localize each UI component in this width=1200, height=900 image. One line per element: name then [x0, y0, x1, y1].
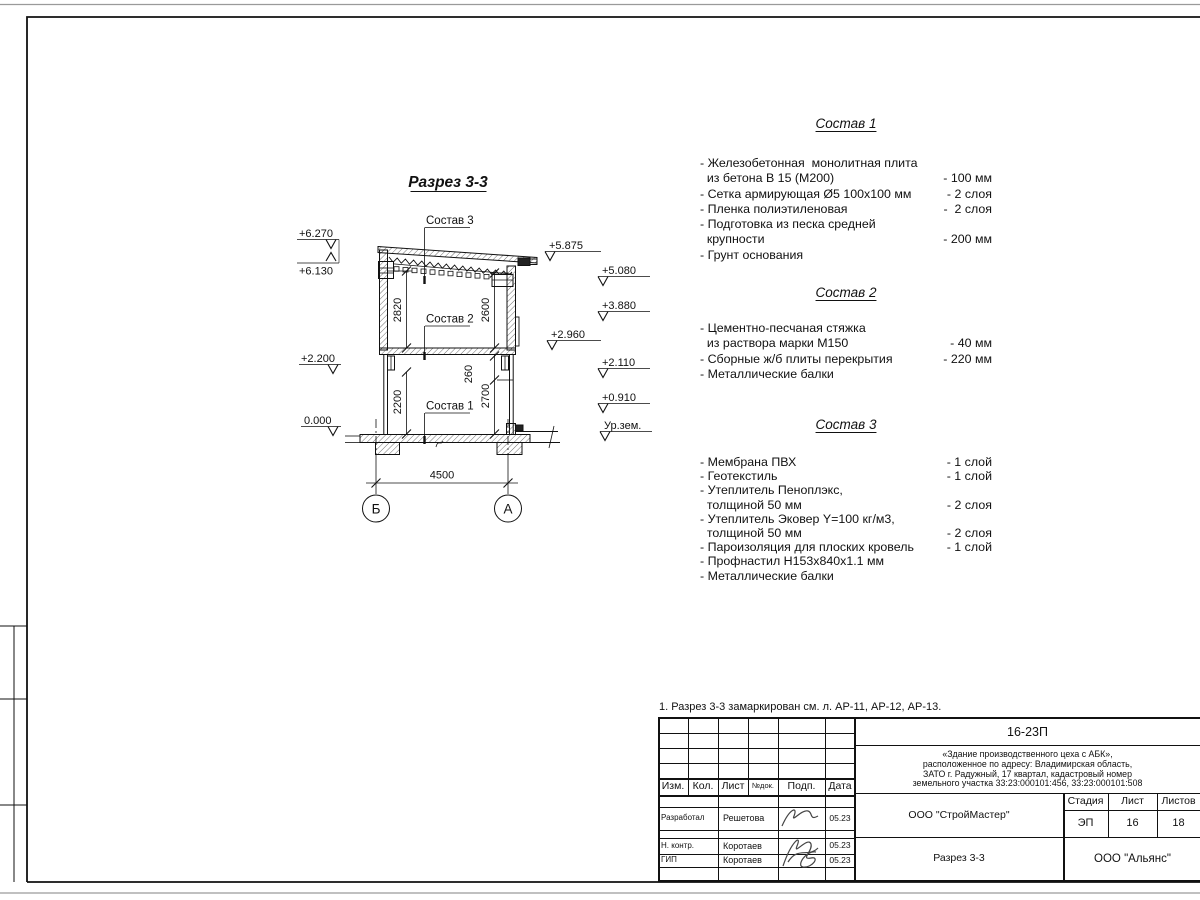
elevation-2960: +2.960 — [551, 329, 585, 341]
composition-line: - Профнастил Н153х840х1.1 мм — [700, 554, 885, 569]
composition-line: - Цементно-песчаная стяжка — [700, 321, 866, 335]
composition-line-value: - 200 мм — [943, 232, 992, 247]
stage-header: Стадия — [1067, 794, 1104, 807]
staff-date: 05.23 — [829, 812, 851, 823]
staff-date: 05.23 — [829, 840, 851, 851]
composition-line: из раствора марки М150 - 40 мм — [700, 336, 992, 351]
composition-line: толщиной 50 мм - 2 слоя — [700, 526, 992, 541]
elevation-marks — [297, 240, 652, 441]
dim-2820: 2820 — [392, 297, 404, 323]
project-line: «Здание производственного цеха с АБК», — [942, 748, 1113, 759]
composition-line: - Геотекстиль - 1 слой — [700, 469, 992, 484]
composition-line: - Утеплитель Эковер Y=100 кг/м3, — [700, 511, 895, 526]
composition-line-value: - 1 слой — [946, 540, 992, 555]
composition-title: Состав 1 — [815, 116, 877, 131]
stamp-col-ndok: №док. — [752, 781, 774, 791]
staff-role: Н. контр. — [661, 840, 695, 850]
composition-line: - Пленка полиэтиленовая - 2 слоя — [700, 201, 992, 216]
axis-label-b: Б — [371, 501, 381, 517]
project-description — [855, 746, 1200, 793]
composition-line: - Металлические балки — [700, 367, 834, 382]
signature-razrabotal — [778, 804, 825, 832]
composition-line: - Сетка армирующая Ø5 100х100 мм - 2 слоя — [700, 186, 992, 201]
elevation-6270: +6.270 — [299, 228, 333, 240]
sheet-note: 1. Разрез 3-3 замаркирован см. л. АР-11, АР-12, АР-13. — [659, 701, 942, 713]
staff-date: 05.23 — [829, 854, 851, 865]
sheet-number: 16 — [1126, 817, 1139, 830]
staff-role: Разработал — [661, 813, 705, 823]
elevation-0000: 0.000 — [304, 415, 332, 427]
dim-2200: 2200 — [392, 389, 404, 415]
elevation-3880: +3.880 — [602, 300, 636, 312]
composition-line-value: - 2 слоя — [946, 497, 992, 512]
designer-org: ООО "СтройМастер" — [908, 808, 1010, 821]
elevation-0910: +0.910 — [602, 392, 636, 404]
composition-line: - Грунт основания — [700, 247, 804, 262]
elevation-5080: +5.080 — [602, 265, 636, 277]
stamp-col-list: Лист — [721, 779, 745, 792]
composition-line: - Мембрана ПВХ - 1 слой — [700, 455, 992, 469]
sheet-header: Лист — [1121, 794, 1144, 807]
staff-name: Коротаев — [723, 855, 762, 866]
composition-title: Состав 2 — [815, 285, 877, 300]
doc-number: 16-23П — [1007, 725, 1048, 739]
dim-4500: 4500 — [429, 469, 455, 482]
client-org: ООО "Альянс" — [1094, 852, 1171, 865]
composition-line-value: - 2 слоя — [946, 526, 992, 541]
layer-label-3: Состав 3 — [426, 215, 474, 227]
sheets-header: Листов — [1161, 794, 1196, 807]
composition-line-value: - 220 мм — [943, 351, 992, 366]
composition-line-value: - 2 слоя — [943, 201, 992, 216]
dim-2700: 2700 — [480, 383, 492, 409]
stamp-col-izm: Изм. — [661, 779, 685, 792]
composition-line: - Подготовка из песка средней — [700, 217, 876, 232]
composition-line: толщиной 50 мм - 2 слоя — [700, 497, 992, 512]
elevation-5875: +5.875 — [549, 240, 583, 252]
composition-line: - Утеплитель Пеноплэкс, — [700, 483, 843, 498]
elevation-6130: +6.130 — [299, 265, 333, 278]
sheet-name: Разрез 3-3 — [933, 852, 985, 865]
sheets-total: 18 — [1172, 817, 1185, 830]
drawing-title: Разрез 3-3 — [408, 174, 488, 191]
composition-line: - Сборные ж/б плиты перекрытия - 220 мм — [700, 351, 992, 366]
stamp-col-data: Дата — [828, 779, 852, 792]
building-section — [345, 247, 560, 455]
staff-name: Решетова — [723, 813, 765, 824]
dim-2600: 2600 — [480, 297, 492, 323]
composition-line: - Металлические балки — [700, 568, 834, 583]
project-line: земельного участка 33:23:000101:456, 33:23:000101:508 — [912, 778, 1143, 789]
composition-line: - Железобетонная монолитная плита — [700, 156, 918, 170]
staff-role: ГИП — [661, 855, 677, 865]
composition-line: - Пароизоляция для плоских кровель - 1 слой — [700, 540, 992, 555]
elevation-2200: +2.200 — [301, 353, 335, 365]
layer-label-1: Состав 1 — [426, 400, 474, 413]
axis-label-a: А — [503, 501, 513, 517]
composition-line-value: - 40 мм — [950, 336, 992, 351]
stamp-col-kol: Кол. — [692, 779, 714, 792]
composition-line-value: - 2 слоя — [946, 186, 992, 201]
signature-kontr-gip — [778, 832, 825, 872]
stamp-col-podp: Подп. — [787, 779, 816, 792]
title-block — [658, 717, 1200, 882]
composition-line-value: - 100 мм — [943, 171, 992, 186]
composition-line: из бетона В 15 (М200) - 100 мм — [700, 171, 992, 186]
elevation-2110: +2.110 — [602, 357, 636, 369]
stage-value: ЭП — [1077, 817, 1094, 830]
composition-line: крупности - 200 мм — [700, 232, 992, 247]
composition-line-value: - 1 слой — [946, 455, 992, 469]
staff-name: Коротаев — [723, 840, 762, 851]
project-line: расположенное по адресу: Владимирская область, — [922, 758, 1133, 769]
layer-label-2: Состав 2 — [426, 313, 474, 326]
project-line: ЗАТО г. Радужный, 17 квартал, кадастровый номер — [923, 768, 1132, 779]
dim-260: 260 — [463, 364, 475, 384]
ground-level-label: Ур.зем. — [604, 420, 642, 432]
composition-title: Состав 3 — [815, 417, 877, 432]
composition-line-value: - 1 слой — [943, 469, 992, 484]
